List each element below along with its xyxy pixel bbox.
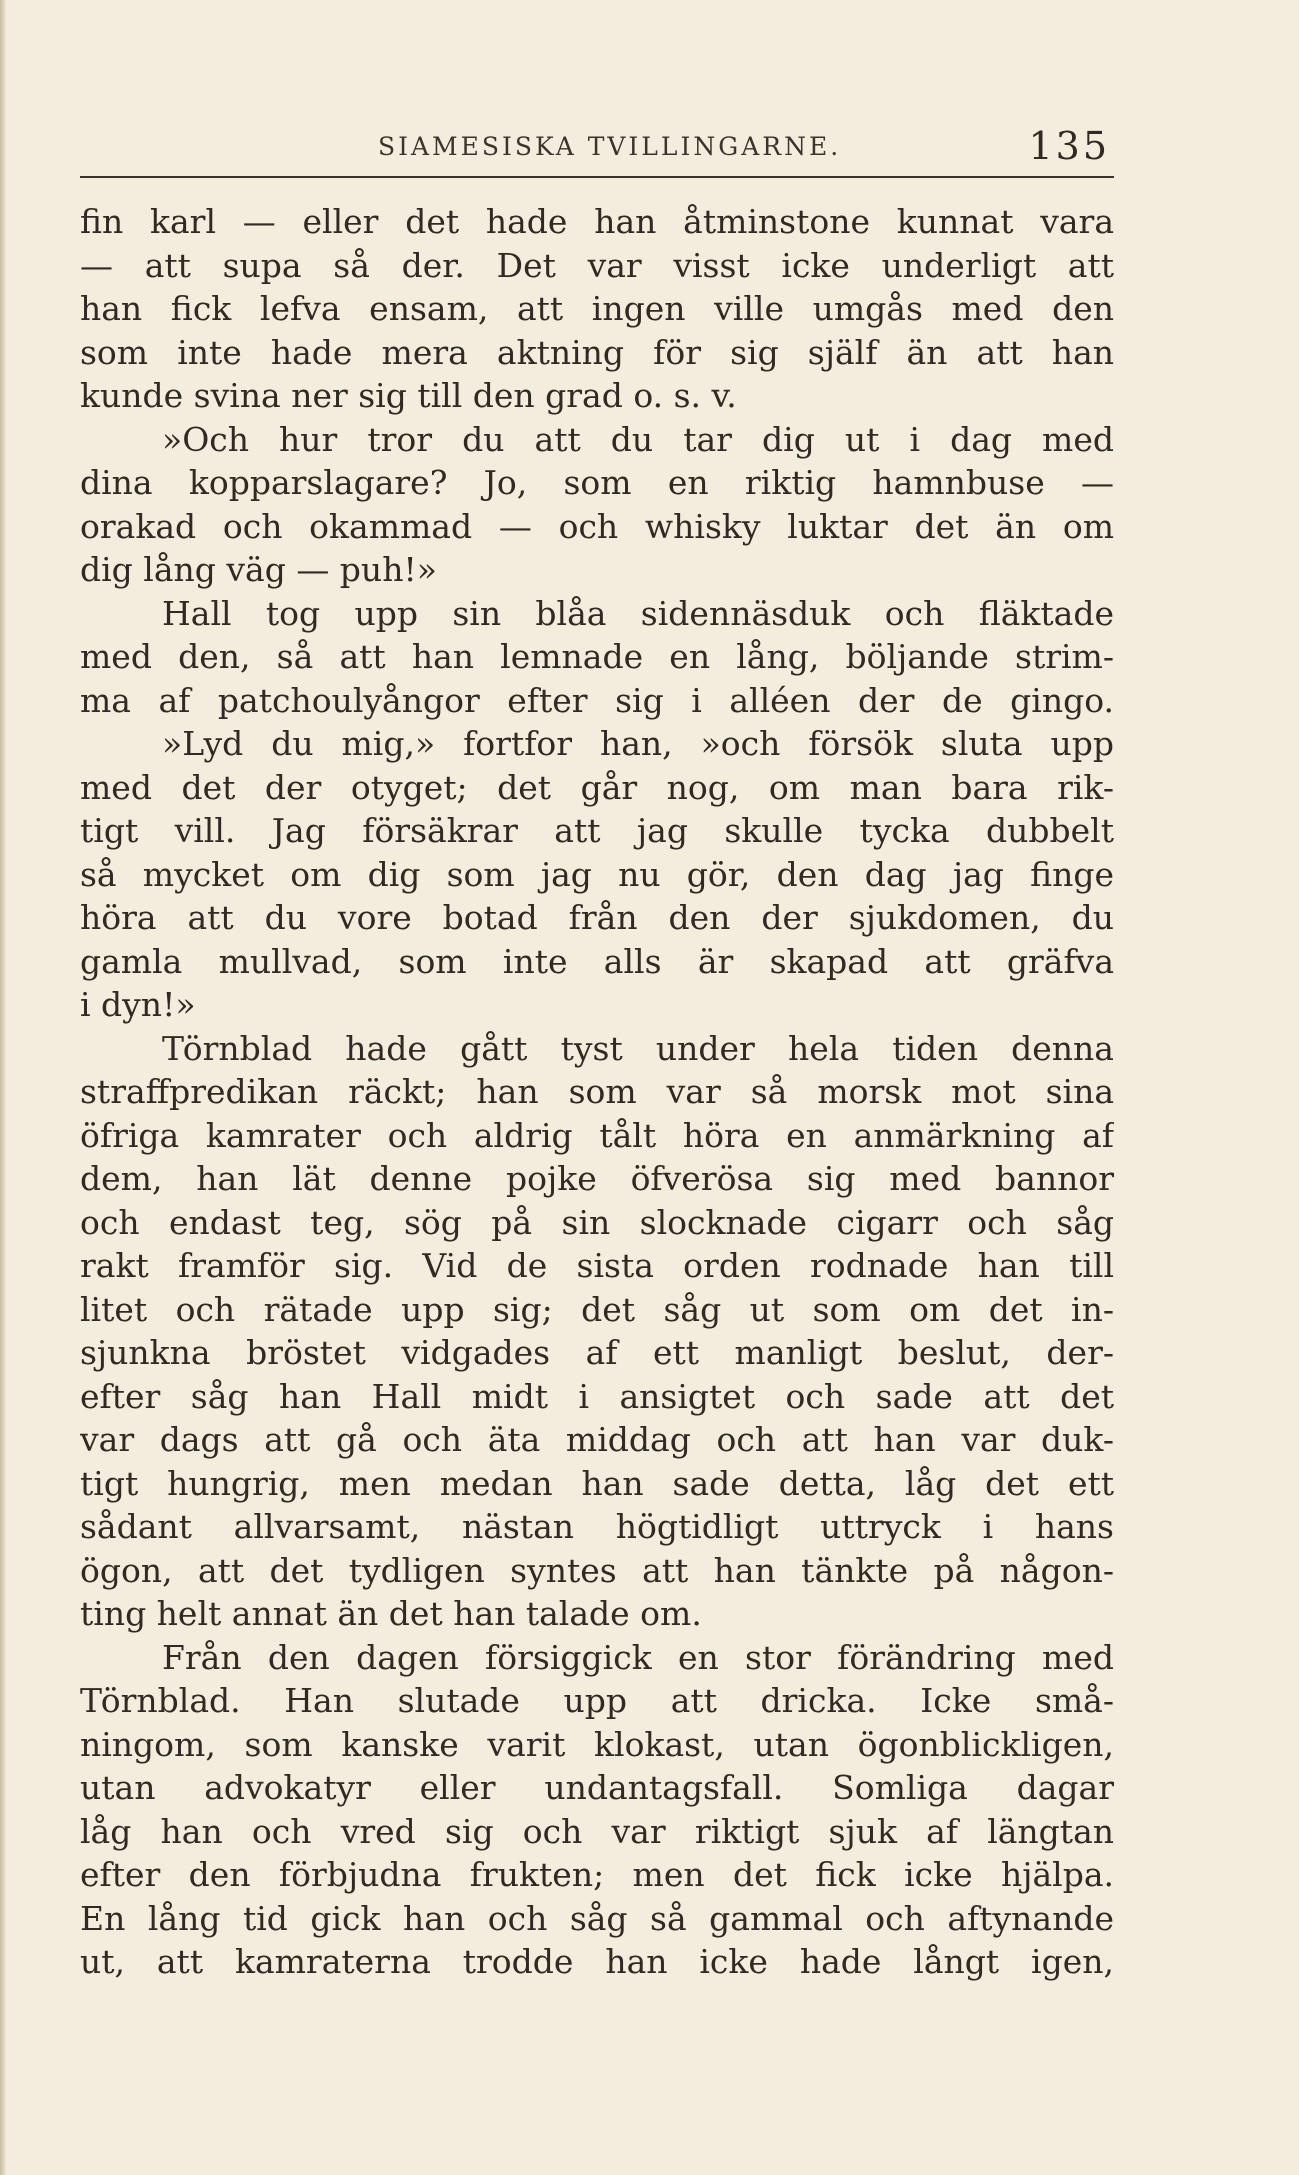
text-line: Törnblad. Han slutade upp att dricka. Icke små- [80, 1681, 1114, 1720]
text-line: Törnblad hade gått tyst under hela tiden denna [162, 1028, 1114, 1068]
text-line: tigt hungrig, men medan han sade detta, låg det ett [80, 1463, 1114, 1503]
text-line: i dyn!» [80, 985, 196, 1024]
page-edge [0, 0, 6, 2175]
running-head [80, 124, 1114, 178]
text-line: efter såg han Hall midt i ansigtet och sade att det [80, 1376, 1114, 1416]
text-line: Från den dagen försiggick en stor förändring med [162, 1637, 1114, 1677]
text-line: som inte hade mera aktning för sig själf än att han [80, 332, 1114, 372]
text-line: dina kopparslagare? Jo, som en riktig hamnbuse — [80, 463, 1114, 502]
text-line: han fick lefva ensam, att ingen ville umgås med den [80, 289, 1114, 328]
text-line: så mycket om dig som jag nu gör, den dag jag finge [80, 854, 1114, 894]
text-line: öfriga kamrater och aldrig tålt höra en anmärkning af [80, 1115, 1114, 1155]
text-line: och endast teg, sög på sin slocknade cigarr och såg [80, 1202, 1114, 1242]
page-number: 135 [1028, 124, 1110, 168]
text-line: »Och hur tror du att du tar dig ut i dag med [162, 419, 1114, 459]
text-line: låg han och vred sig och var riktigt sjuk af längtan [80, 1811, 1114, 1851]
text-line: tigt vill. Jag försäkrar att jag skulle tycka dubbelt [80, 811, 1114, 850]
text-line: med det der otyget; det går nog, om man bara rik- [80, 767, 1114, 807]
text-line: ningom, som kanske varit klokast, utan ögonblickligen, [80, 1724, 1114, 1764]
text-line: utan advokatyr eller undantagsfall. Somliga dagar [80, 1768, 1114, 1807]
text-line: litet och rätade upp sig; det såg ut som om det in- [80, 1289, 1114, 1329]
body-text [80, 200, 1114, 1984]
text-line: En lång tid gick han och såg så gammal och aftynande [80, 1898, 1114, 1938]
text-line: Hall tog upp sin blåa sidennäsduk och fläktade [162, 593, 1114, 633]
text-line: sjunkna bröstet vidgades af ett manligt beslut, der- [80, 1333, 1114, 1372]
text-line: var dags att gå och äta middag och att han var duk- [80, 1420, 1114, 1459]
text-line: fin karl — eller det hade han åtminstone kunnat vara [80, 202, 1114, 241]
text-line: dem, han lät denne pojke öfverösa sig med bannor [80, 1159, 1114, 1198]
text-line: dig lång väg — puh!» [80, 550, 437, 589]
text-line: straffpredikan räckt; han som var så morsk mot sina [80, 1072, 1114, 1111]
text-line: efter den förbjudna frukten; men det fick icke hjälpa. [80, 1855, 1114, 1894]
text-line: »Lyd du mig,» fortfor han, »och försök sluta upp [162, 724, 1114, 763]
text-line: sådant allvarsamt, nästan högtidligt uttryck i hans [80, 1507, 1114, 1546]
text-line: ut, att kamraterna trodde han icke hade långt igen, [80, 1942, 1114, 1981]
text-line: höra att du vore botad från den der sjukdomen, du [80, 898, 1114, 937]
text-line: kunde svina ner sig till den grad o. s. v. [80, 376, 737, 415]
text-line: ma af patchoulyångor efter sig i alléen der de gingo. [80, 680, 1114, 720]
running-title: SIAMESISKA TVILLINGARNE. [378, 132, 842, 161]
text-line: ögon, att det tydligen syntes att han tänkte på någon- [80, 1550, 1114, 1590]
text-line: gamla mullvad, som inte alls är skapad att gräfva [80, 941, 1114, 981]
text-line: — att supa så der. Det var visst icke underligt att [80, 245, 1114, 285]
text-line: ting helt annat än det han talade om. [80, 1594, 702, 1633]
text-line: rakt framför sig. Vid de sista orden rodnade han till [80, 1246, 1114, 1285]
text-line: orakad och okammad — och whisky luktar det än om [80, 506, 1114, 546]
text-line: med den, så att han lemnade en lång, böljande strim- [80, 637, 1114, 676]
